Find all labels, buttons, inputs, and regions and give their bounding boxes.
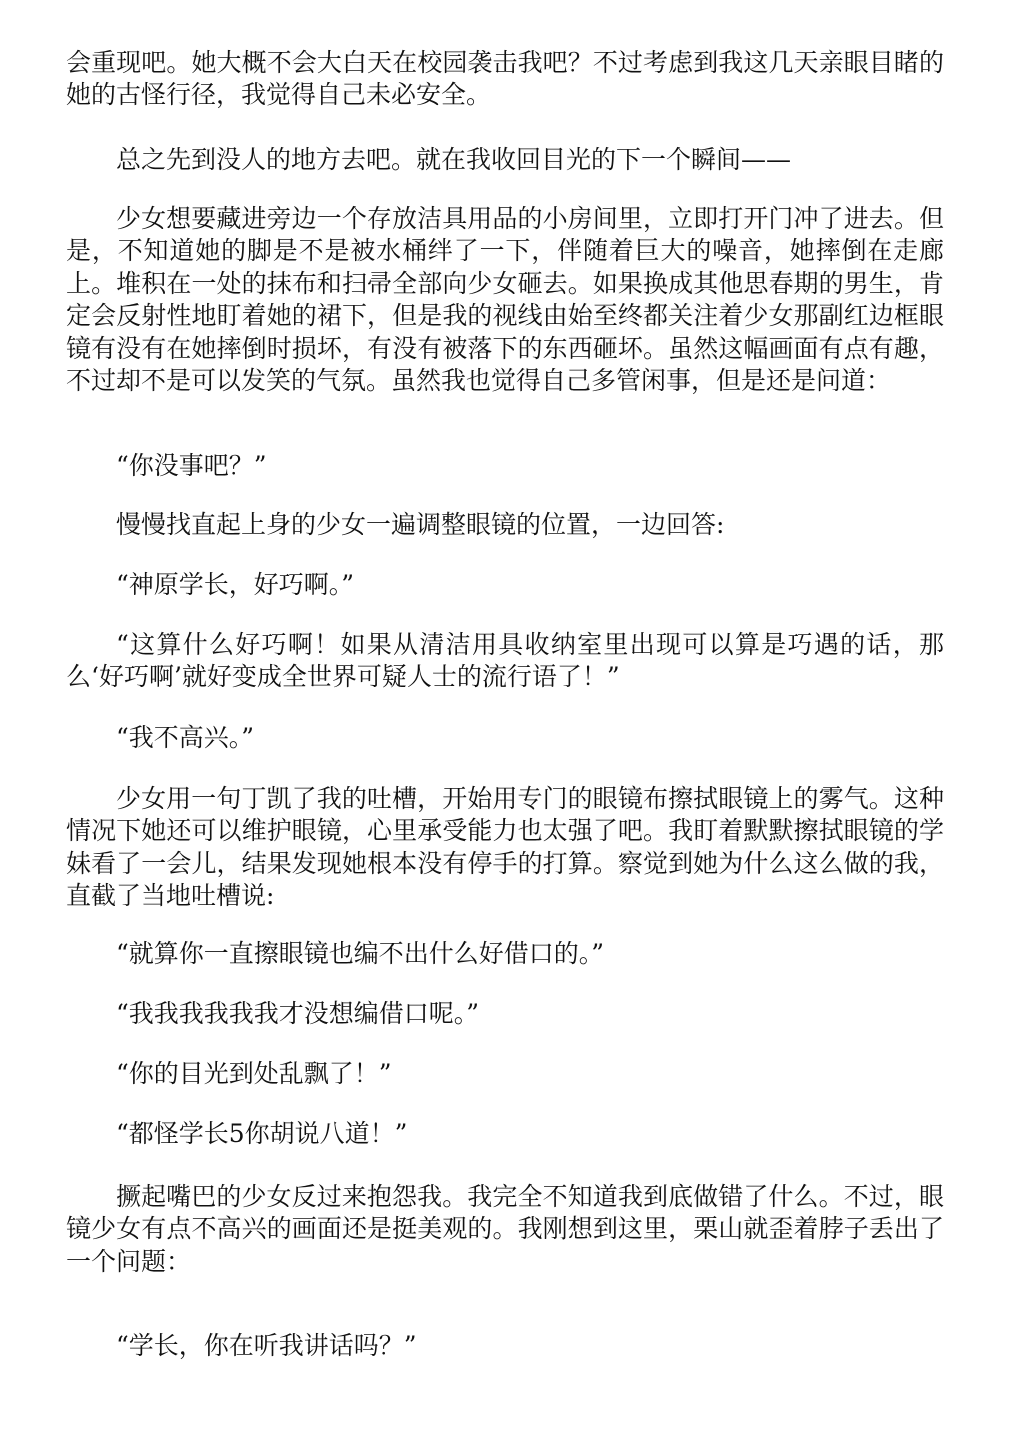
- paragraph: “这算什么好巧啊！如果从清洁用具收纳室里出现可以算是巧遇的话，那么‘好巧啊’就好变成全世界可疑人士的流行语了！”: [66, 630, 944, 692]
- paragraph: “都怪学长5你胡说八道！”: [116, 1119, 408, 1148]
- paragraph: “就算你一直擦眼镜也编不出什么好借口的。”: [116, 939, 605, 968]
- paragraph: “你没事吧？”: [116, 451, 267, 480]
- paragraph: 撅起嘴巴的少女反过来抱怨我。我完全不知道我到底做错了什么。不过，眼镜少女有点不高兴的画面还是挺美观的。我刚想到这里，栗山就歪着脖子丢出了一个问题：: [66, 1182, 944, 1276]
- paragraph: 总之先到没人的地方去吧。就在我收回目光的下一个瞬间——: [116, 145, 792, 174]
- paragraph: “我不高兴。”: [116, 723, 255, 752]
- paragraph: 慢慢找直起上身的少女一遍调整眼镜的位置，一边回答:: [116, 510, 725, 539]
- paragraph: 少女想要藏进旁边一个存放洁具用品的小房间里，立即打开门冲了进去。但是，不知道她的脚是不是被水桶绊了一下，伴随着巨大的噪音，她摔倒在走廊上。堆积在一处的抹布和扫帚全部向少女砸去。如果换成其他思春期的男生，肯定会反射性地盯着她的裙下，但是我的视线由始至终都关注着少女那副红边框眼镜有没有在她摔倒时损坏，有没有被落下的东西砸坏。虽然这幅画面有点有趣，不过却不是可以发笑的气氛。虽然我也觉得自己多管闲事，但是还是问道：: [66, 204, 944, 396]
- paragraph: “学长，你在听我讲话吗？”: [116, 1331, 417, 1360]
- paragraph: “我我我我我我才没想编借口呢。”: [116, 999, 480, 1028]
- paragraph: 少女用一句丁凯了我的吐槽，开始用专门的眼镜布擦拭眼镜上的雾气。这种情况下她还可以维护眼镜，心里承受能力也太强了吧。我盯着默默擦拭眼镜的学妹看了一会儿，结果发现她根本没有停手的打算。察觉到她为什么这么做的我，直截了当地吐槽说:: [66, 784, 944, 911]
- paragraph: “你的目光到处乱飘了！”: [116, 1059, 392, 1088]
- paragraph: 会重现吧。她大概不会大白天在校园袭击我吧？不过考虑到我这几天亲眼目睹的她的古怪行径，我觉得自己未必安全。: [66, 48, 944, 110]
- paragraph: “神原学长，好巧啊。”: [116, 570, 355, 599]
